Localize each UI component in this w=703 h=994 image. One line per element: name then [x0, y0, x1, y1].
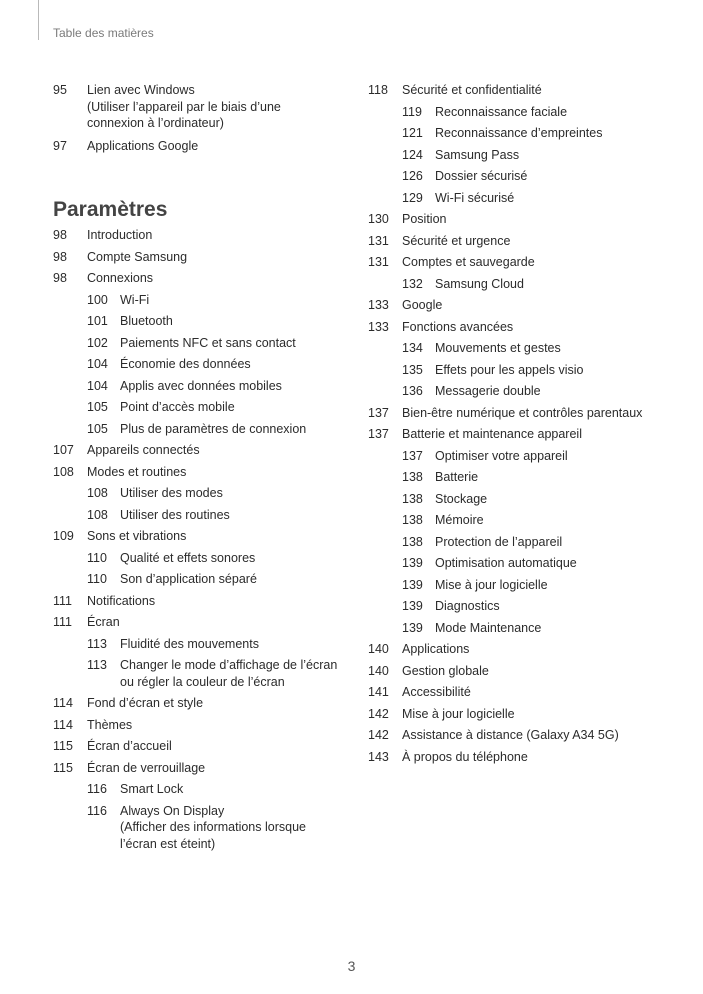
toc-title: Appareils connectés — [87, 443, 200, 457]
toc-title-line: ou régler la couleur de l’écran — [120, 674, 285, 689]
toc-page-number: 139 — [402, 577, 423, 592]
toc-title: Écran d’accueil — [87, 739, 172, 753]
toc-title: Son d’application séparé — [120, 572, 257, 586]
toc-title: Google — [402, 298, 443, 312]
toc-title: Modes et routines — [87, 464, 187, 479]
toc-subentry[interactable] — [53, 550, 353, 567]
toc-page-number: 98 — [53, 249, 67, 264]
toc-page-number: 111 — [53, 593, 73, 608]
toc-title: Sons et vibrations — [87, 529, 187, 543]
toc-entry[interactable] — [368, 254, 668, 271]
toc-page-number: 109 — [53, 529, 74, 543]
toc-page-number: 134 — [402, 341, 423, 355]
toc-page-number: 143 — [368, 749, 389, 764]
toc-page-number: 139 — [402, 556, 423, 570]
toc-title: Samsung Pass — [435, 147, 520, 162]
toc-title: Gestion globale — [402, 663, 489, 678]
toc-entry[interactable] — [368, 749, 668, 766]
toc-title: Fluidité des mouvements — [120, 636, 259, 651]
toc-entry[interactable] — [53, 593, 353, 610]
toc-title: Smart Lock — [120, 782, 184, 796]
toc-title: Écran — [87, 615, 120, 629]
toc-page-number: 118 — [368, 83, 388, 97]
toc-title: Changer le mode d’affichage de l’écran — [120, 658, 338, 672]
section-title: Paramètres — [53, 198, 168, 221]
toc-subentry[interactable] — [368, 598, 668, 615]
toc-page-number: 138 — [402, 470, 423, 484]
toc-page-number: 133 — [368, 319, 389, 334]
toc-title: Always On Display — [120, 803, 225, 818]
toc-entry[interactable] — [53, 138, 353, 155]
toc-page-number: 133 — [368, 298, 389, 312]
toc-title-line: (Afficher des informations lorsque — [120, 820, 306, 834]
toc-page-number: 116 — [87, 782, 107, 796]
toc-subentry[interactable] — [368, 555, 668, 572]
toc-page-number: 104 — [87, 357, 108, 371]
toc-title: Fond d’écran et style — [87, 696, 204, 710]
toc-entry[interactable] — [368, 82, 668, 99]
toc-page-number: 98 — [53, 271, 67, 285]
toc-entry[interactable] — [53, 227, 353, 244]
toc-title: Utiliser des modes — [120, 486, 223, 500]
toc-subentry[interactable] — [368, 362, 668, 379]
toc-title: Diagnostics — [435, 599, 500, 613]
toc-page-number: 132 — [402, 276, 423, 291]
toc-page-number: 139 — [402, 599, 423, 613]
toc-title: Stockage — [435, 491, 488, 506]
toc-subentry[interactable] — [368, 190, 668, 207]
toc-entry[interactable] — [53, 717, 353, 734]
toc-subentry[interactable] — [53, 421, 353, 438]
toc-title-line: l’écran est éteint) — [120, 836, 216, 851]
toc-title: Accessibilité — [402, 685, 471, 699]
toc-title: À propos du téléphone — [402, 749, 528, 764]
toc-title: Batterie et maintenance appareil — [402, 427, 582, 441]
toc-subentry[interactable] — [368, 534, 668, 551]
toc-page-number: 111 — [53, 615, 73, 629]
toc-entry[interactable] — [53, 442, 353, 459]
toc-title: Point d’accès mobile — [120, 400, 235, 414]
toc-entry[interactable] — [53, 528, 353, 545]
toc-title: Thèmes — [87, 717, 133, 732]
toc-page-number: 97 — [53, 138, 67, 153]
toc-title: Économie des données — [120, 357, 251, 371]
toc-title: Introduction — [87, 228, 153, 242]
toc-page-number: 115 — [53, 739, 73, 753]
toc-page-number: 142 — [368, 706, 389, 721]
toc-title: Mémoire — [435, 513, 484, 527]
toc-entry[interactable] — [53, 738, 353, 755]
toc-subentry[interactable] — [53, 657, 353, 690]
toc-entry[interactable] — [368, 727, 668, 744]
toc-title: Écran de verrouillage — [87, 760, 206, 775]
toc-entry[interactable] — [53, 464, 353, 481]
toc-subentry[interactable] — [368, 168, 668, 185]
toc-page-number: 138 — [402, 513, 423, 527]
toc-title: Reconnaissance d’empreintes — [435, 126, 603, 140]
toc-page-number: 102 — [87, 335, 108, 350]
toc-page-number: 113 — [87, 636, 107, 651]
toc-title: Notifications — [87, 593, 156, 608]
toc-subentry[interactable] — [53, 636, 353, 653]
toc-title: Lien avec Windows — [87, 83, 195, 97]
toc-entry[interactable] — [53, 614, 353, 631]
toc-subentry[interactable] — [368, 383, 668, 400]
toc-page-number: 104 — [87, 378, 108, 393]
toc-title: Applis avec données mobiles — [120, 378, 282, 393]
toc-title: Batterie — [435, 470, 479, 484]
toc-entry[interactable] — [368, 211, 668, 228]
toc-page-number: 138 — [402, 534, 423, 549]
toc-page-number: 141 — [368, 685, 389, 699]
toc-title: Samsung Cloud — [435, 276, 524, 291]
toc-page-number: 140 — [368, 642, 389, 656]
toc-entry[interactable] — [368, 297, 668, 314]
toc-title: Protection de l’appareil — [435, 534, 563, 549]
toc-entry[interactable] — [368, 663, 668, 680]
toc-subentry[interactable] — [53, 571, 353, 588]
toc-subentry[interactable] — [368, 276, 668, 293]
toc-entry[interactable] — [368, 684, 668, 701]
toc-page-number: 115 — [53, 760, 73, 775]
toc-title: Messagerie double — [435, 384, 541, 398]
toc-title: Wi-Fi sécurisé — [435, 190, 515, 205]
toc-page-number: 142 — [368, 728, 389, 742]
toc-title: Mouvements et gestes — [435, 341, 561, 355]
toc-title: Position — [402, 212, 447, 226]
toc-page-number: 137 — [368, 427, 389, 441]
toc-page-number: 108 — [53, 464, 74, 479]
toc-page-number: 114 — [53, 696, 73, 710]
toc-page-number: 131 — [368, 255, 389, 269]
toc-subentry[interactable] — [53, 485, 353, 502]
toc-subentry[interactable] — [368, 147, 668, 164]
toc-page-number: 136 — [402, 384, 423, 398]
toc-entry[interactable] — [53, 695, 353, 712]
toc-title: Reconnaissance faciale — [435, 104, 568, 119]
toc-page-number: 105 — [87, 421, 108, 436]
toc-title: Bluetooth — [120, 314, 173, 328]
toc-page-number: 119 — [402, 104, 422, 119]
toc-entry[interactable] — [368, 319, 668, 336]
toc-entry[interactable] — [368, 233, 668, 250]
toc-entry[interactable] — [53, 249, 353, 266]
toc-title: Fonctions avancées — [402, 319, 514, 334]
toc-title-line: (Utiliser l’appareil par le biais d’une — [87, 99, 281, 114]
toc-right-column — [368, 82, 668, 765]
toc-page-number: 138 — [402, 491, 423, 506]
toc-entry[interactable] — [368, 405, 668, 422]
toc-title: Qualité et effets sonores — [120, 550, 256, 565]
toc-page-number: 137 — [368, 405, 389, 420]
toc-title: Paiements NFC et sans contact — [120, 335, 296, 350]
margin-rule — [38, 0, 39, 40]
toc-page-number: 130 — [368, 212, 389, 226]
toc-page-number: 131 — [368, 233, 389, 248]
toc-subentry[interactable] — [53, 356, 353, 373]
toc-subentry[interactable] — [368, 577, 668, 594]
toc-subentry[interactable] — [53, 378, 353, 395]
toc-page-number: 108 — [87, 507, 108, 522]
toc-page-number: 95 — [53, 83, 67, 97]
toc-title: Applications — [402, 642, 470, 656]
toc-subentry[interactable] — [368, 125, 668, 142]
toc-page-number: 110 — [87, 572, 107, 586]
toc-title: Connexions — [87, 271, 154, 285]
toc-title: Mode Maintenance — [435, 620, 542, 635]
toc-entry[interactable] — [53, 82, 353, 132]
toc-entry[interactable] — [53, 270, 353, 287]
toc-title: Assistance à distance (Galaxy A34 5G) — [402, 728, 619, 742]
toc-page-number: 137 — [402, 448, 423, 463]
toc-title: Sécurité et urgence — [402, 233, 511, 248]
toc-title: Optimisation automatique — [435, 556, 577, 570]
toc-title: Applications Google — [87, 138, 199, 153]
toc-subentry[interactable] — [368, 340, 668, 357]
toc-page-number: 107 — [53, 443, 74, 457]
toc-title: Sécurité et confidentialité — [402, 83, 542, 97]
toc-title: Effets pour les appels visio — [435, 362, 584, 377]
toc-subentry[interactable] — [368, 512, 668, 529]
toc-title: Compte Samsung — [87, 249, 188, 264]
toc-entry[interactable] — [368, 426, 668, 443]
toc-page-number: 108 — [87, 486, 108, 500]
toc-page-number: 113 — [87, 658, 107, 672]
toc-page-number: 110 — [87, 550, 107, 565]
toc-subentry[interactable] — [53, 313, 353, 330]
toc-page-number: 114 — [53, 717, 73, 732]
toc-subentry[interactable] — [368, 469, 668, 486]
toc-title: Dossier sécurisé — [435, 169, 528, 183]
toc-subentry[interactable] — [53, 292, 353, 309]
toc-title-line: connexion à l’ordinateur) — [87, 116, 224, 130]
toc-title: Plus de paramètres de connexion — [120, 421, 307, 436]
toc-page-number: 101 — [87, 314, 108, 328]
toc-subentry[interactable] — [53, 335, 353, 352]
toc-entry[interactable] — [368, 641, 668, 658]
toc-title: Optimiser votre appareil — [435, 448, 568, 463]
toc-title: Utiliser des routines — [120, 507, 230, 522]
toc-page-number: 126 — [402, 169, 423, 183]
toc-page-number: 116 — [87, 803, 107, 818]
toc-title: Mise à jour logicielle — [435, 577, 548, 592]
toc-page-number: 100 — [87, 292, 108, 307]
toc-title: Mise à jour logicielle — [402, 706, 515, 721]
toc-subentry[interactable] — [53, 803, 353, 853]
toc-subentry[interactable] — [368, 448, 668, 465]
toc-subentry[interactable] — [368, 104, 668, 121]
toc-title: Bien-être numérique et contrôles parentaux — [402, 405, 643, 420]
toc-title: Comptes et sauvegarde — [402, 255, 535, 269]
toc-page-number: 121 — [402, 126, 423, 140]
page-number: 3 — [347, 958, 356, 974]
toc-subentry[interactable] — [368, 491, 668, 508]
toc-left-column — [53, 82, 353, 852]
page-header: Table des matières — [53, 26, 154, 40]
toc-subentry[interactable] — [368, 620, 668, 637]
toc-page-number: 140 — [368, 663, 389, 678]
toc-page-number: 124 — [402, 147, 423, 162]
toc-entry[interactable] — [53, 760, 353, 777]
toc-page-number: 105 — [87, 400, 108, 414]
toc-subentry[interactable] — [53, 507, 353, 524]
toc-page-number: 139 — [402, 620, 423, 635]
toc-title: Wi-Fi — [120, 292, 150, 307]
toc-page-number: 98 — [53, 228, 67, 242]
toc-subentry[interactable] — [53, 781, 353, 798]
toc-page-number: 135 — [402, 362, 423, 377]
toc-page-number: 129 — [402, 190, 423, 205]
toc-subentry[interactable] — [53, 399, 353, 416]
toc-entry[interactable] — [368, 706, 668, 723]
